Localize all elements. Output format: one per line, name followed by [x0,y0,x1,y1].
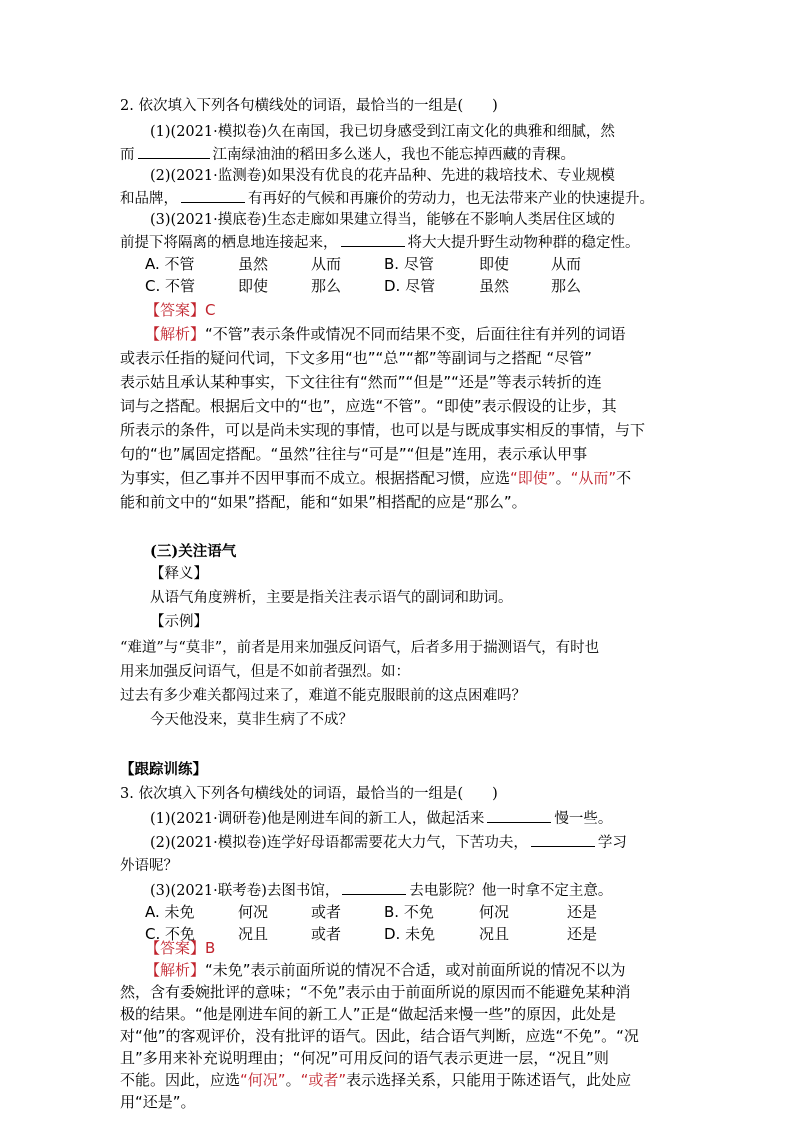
q2-analysis-1: 【解析】“不管”表示条件或情况不同而结果不变，后面往往有并列的词语 [145,325,626,343]
q3-analysis-3: 极的结果。“他是刚进车间的新工人”正是“做起活来慢一些”的原因，此处是 [120,1005,617,1023]
q2-analysis-7: 为事实，但乙事并不因甲事而不成立。根据搭配习惯，应选“即使”。“从而”不 [120,469,632,487]
document-page: 2. 依次填入下列各句横线处的词语，最恰当的一组是( ) (1)(2021·模拟卷)久在南国，我已切身感受到江南文化的典雅和细腻，然 而 江南绿油油的稻田多么迷人，我也不能忘掉西藏的青稞。 (2)(2021·监测卷)如果没有优良的花卉品种、先进的栽培技术、专业规模 和品牌， 有再好的气候和再廉价的劳动力，也无法带来产业的快速提升。 (3)(2021·摸底卷)生态走廊如果建立得当，能够在不影响人类居住区域的 前提下将隔离的栖息地连接起来， 将大大提升野生动物种群的稳定性。 A. 不管 虽然 从而 B. 尽管 即使 从而 C. 不管 即使 那么 D. 尽管 虽然 那么 【答案】C 【解析】“不管”表示条件或情况不同而结果不变，后面往往有并列的词语 或表示任指的疑问代词，下文多用“也”“总”“都”等副词与之搭配 “尽管” 表示姑且承认某种事实，下文往往有“然而”“但是”“还是”等表示转折的连 词与之搭配。根据后文中的“也”，应选“不管”。“即使”表示假设的让步，其 所表示的条件，可以是尚未实现的事情，也可以是与既成事实相反的事情，与下 句的“也”属固定搭配。“虽然”往往与“可是”“但是”连用，表示承认甲事 为事实，但乙事并不因甲事而不成立。根据搭配习惯，应选“即使”。“从而”不 能和前文中的“如果”搭配，能和“如果”相搭配的应是“那么”。 (三)关注语气 【释义】 从语气角度辨析，主要是指关注表示语气的副词和助词。 【示例】 “难道”与“莫非”，前者是用来加强反问语气，后者多用于揣测语气，有时也 用来加强反问语气，但是不如前者强烈。如： 过去有多少难关都闯过来了，难道不能克服眼前的这点困难吗？ 今天他没来，莫非生病了不成？ 【跟踪训练】 3. 依次填入下列各句横线处的词语，最恰当的一组是( ) (1)(2021·调研卷)他是刚进车间的新工人，做起活来 慢一些。 (2)(2021·模拟卷)连学好母语都需要花大力气，下苦功夫， 学习 外语呢？ (3)(2021·联考卷)去图书馆， 去电影院？他一时拿不定主意。 A. 未免 何况 或者 B. 不免 何况 还是 C. 不免 况且 或者 D. 未免 况且 还是 【答案】B 【解析】“未免”表示前面所说的情况不合适，或对前面所说的情况不以为 然，含有委婉批评的意味；“不免”表示由于前面所说的原因而不能避免某种消 极的结果。“他是刚进车间的新工人”正是“做起活来慢一些”的原因，此处是 对“他”的客观评价，没有批评的语气。因此，结合语气判断，应选“不免”。“况 且”多用来补充说明理由；“何况”可用反问的语气表示更进一层，“况且”则 不能。因此，应选“何况”。“或者”表示选择关系，只能用于陈述语气，此处应 [120,98,654,1089]
q2-analysis-6: 句的“也”属固定搭配。“虽然”往往与“可是”“但是”连用，表示承认甲事 [120,445,588,463]
q3-analysis-4: 对“他”的客观评价，没有批评的语气。因此，结合语气判断，应选“不免”。“况 [120,1027,639,1045]
q3-analysis-5: 且”多用来补充说明理由；“何况”可用反问的语气表示更进一层，“况且”则 [120,1049,609,1067]
q2-analysis-5: 所表示的条件，可以是尚未实现的事情，也可以是与既成事实相反的事情，与下 [120,421,646,439]
q3-analysis-2: 然，含有委婉批评的意味；“不免”表示由于前面所说的原因而不能避免某种消 [120,983,631,1001]
q3-analysis-1: 【解析】“未免”表示前面所说的情况不合适，或对前面所说的情况不以为 [145,961,626,979]
q3-answer: 【答案】B [145,939,216,957]
q2-analysis-3: 表示姑且承认某种事实，下文往往有“然而”“但是”“还是”等表示转折的连 [120,373,602,391]
q3-sentence-1: (1)(2021·调研卷)他是刚进车间的新工人，做起活来 慢一些。 [150,808,612,829]
q2-sentence-1a: (1)(2021·模拟卷)久在南国，我已切身感受到江南文化的典雅和细腻，然 [150,124,615,140]
shili-line-3: 过去有多少难关都闯过来了，难道不能克服眼前的这点困难吗？ [120,688,526,704]
blank-line [181,188,245,203]
q3-sentence-2b: 外语呢？ [120,858,178,874]
q2-analysis-2: 或表示任指的疑问代词，下文多用“也”“总”“都”等副词与之搭配 “尽管” [120,349,592,367]
q3-sentence-3: (3)(2021·联考卷)去图书馆， 去电影院？他一时拿不定主意。 [150,880,612,901]
q2-analysis-8: 能和前文中的“如果”搭配，能和“如果”相搭配的应是“那么”。 [120,493,527,511]
shili-line-2: 用来加强反问语气，但是不如前者强烈。如： [120,664,410,680]
q2-sentence-2a: (2)(2021·监测卷)如果没有优良的花卉品种、先进的栽培技术、专业规模 [150,168,615,184]
blank-line [531,832,595,847]
q2-sentence-2b: 和品牌， 有再好的气候和再廉价的劳动力，也无法带来产业的快速提升。 [120,188,654,209]
q3-sentence-2: (2)(2021·模拟卷)连学好母语都需要花大力气，下苦功夫， 学习 [150,832,627,853]
blank-line [342,880,406,895]
q2-sentence-3b: 前提下将隔离的栖息地连接起来， 将大大提升野生动物种群的稳定性。 [120,232,640,253]
training-label: 【跟踪训练】 [120,761,207,778]
blank-line [341,232,405,247]
q3-analysis-7: 用“还是”。 [120,1093,196,1111]
shili-line-4: 今天他没来，莫非生病了不成？ [150,712,353,728]
blank-line [487,808,551,823]
shili-label: 【示例】 [150,614,208,630]
shiyi-text: 从语气角度辨析，主要是指关注表示语气的副词和助词。 [150,590,513,606]
q3-analysis-6: 不能。因此，应选“何况”。“或者”表示选择关系，只能用于陈述语气，此处应 [120,1071,632,1089]
q2-sentence-3a: (3)(2021·摸底卷)生态走廊如果建立得当，能够在不影响人类居住区域的 [150,212,615,228]
q2-stem: 2. 依次填入下列各句横线处的词语，最恰当的一组是( ) [120,98,498,114]
q2-answer: 【答案】C [145,301,216,319]
q2-analysis-4: 词与之搭配。根据后文中的“也”，应选“不管”。“即使”表示假设的让步，其 [120,397,617,415]
q3-stem: 3. 依次填入下列各句横线处的词语，最恰当的一组是( ) [120,786,498,802]
shiyi-label: 【释义】 [150,566,208,582]
blank-line [138,144,210,159]
q2-sentence-1b: 而 江南绿油油的稻田多么迷人，我也不能忘掉西藏的青稞。 [120,144,575,165]
shili-line-1: “难道”与“莫非”，前者是用来加强反问语气，后者多用于揣测语气，有时也 [120,640,600,656]
section-heading: (三)关注语气 [150,543,237,560]
